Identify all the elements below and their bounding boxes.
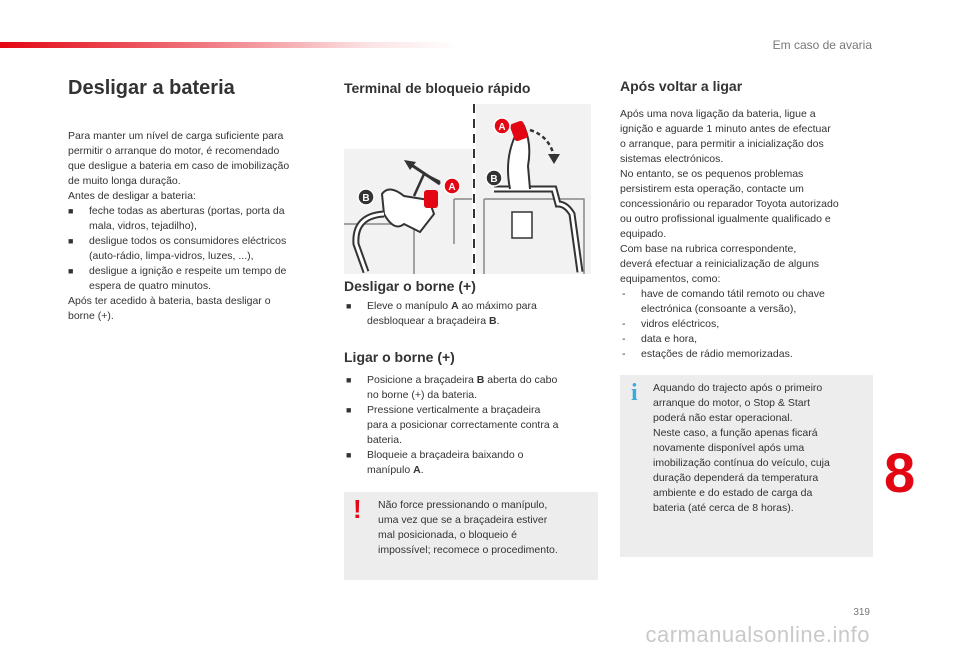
svg-text:B: B — [490, 174, 498, 185]
title-after-reconnect: Após voltar a ligar — [620, 78, 743, 94]
list-item: - data e hora, — [622, 333, 698, 345]
page-number: 319 — [853, 607, 870, 618]
title-disconnect-battery: Desligar a bateria — [68, 77, 235, 99]
svg-text:B: B — [362, 193, 370, 204]
bullet-icon: ■ — [346, 405, 352, 415]
col3-text: Após uma nova ligação da bateria, ligue a ignição e aguarde 1 minuto antes de efectuar o arranque, para permitir a inicialização dos sistemas electrónicos. No entanto, se os pequenos problemas persistirem esta operação, contacte um concessionário ou reparador Toyota autorizado ou outro profissional igualmente qualificado e equipado. Com base na rubrica correspondente, deverá efectuar a reinicialização de alguns equipamentos, como: - have de comando tátil remoto ou chave electrónica (consoante a versão), - vidros eléctricos, - data e hora, - estações de rádio memorizadas. — [620, 107, 880, 362]
bullet-icon: ■ — [68, 236, 74, 246]
warning-text: Não force pressionando o manípulo, uma vez que se a braçadeira estiver mal posicionada, o bloqueio é impossível; recomece o procedimento. — [378, 499, 558, 556]
watermark: carmanualsonline.info — [645, 622, 870, 647]
info-text: Aquando do trajecto após o primeiro arranque do motor, o Stop & Start poderá não estar operacional. Neste caso, a função apenas ficará novamente disponível após uma imobilização contínua do veículo, cuja duração dependerá da temperatura ambiente e do estado de carga da bateria (até cerca de 8 horas). — [653, 382, 830, 514]
section-title: Em caso de avaria — [772, 38, 872, 52]
svg-text:A: A — [498, 122, 506, 133]
bullet-icon: ■ — [346, 301, 352, 311]
bullet-icon: ■ — [68, 206, 74, 216]
list-item: - have de comando tátil remoto ou chave electrónica (consoante a versão), — [622, 288, 825, 315]
disconnect-steps — [346, 299, 596, 329]
bullet-icon: ■ — [346, 450, 352, 460]
list-item: ■ Bloqueie a braçadeira baixando o manípulo A. — [346, 449, 524, 476]
list-item: ■ desligue todos os consumidores eléctricos (auto-rádio, limpa-vidros, luzes, ...), — [68, 235, 287, 262]
list-item: ■ desligue a ignição e respeite um tempo de espera de quatro minutos. — [68, 265, 287, 292]
title-connect-terminal: Ligar o borne (+) — [344, 349, 455, 365]
list-item: ■ feche todas as aberturas (portas, porta da mala, vidros, tejadilho), — [68, 205, 285, 232]
bullet-icon: ■ — [346, 375, 352, 385]
title-quick-terminal: Terminal de bloqueio rápido — [344, 80, 531, 96]
list-item: - estações de rádio memorizadas. — [622, 348, 793, 360]
battery-terminal-illustration — [344, 104, 591, 274]
svg-text:A: A — [448, 182, 456, 193]
list-item: - vidros eléctricos, — [622, 318, 720, 330]
list-item: ■ Eleve o manípulo A ao máximo para desbloquear a braçadeira B. — [346, 300, 537, 327]
info-box — [620, 375, 873, 557]
chapter-number: 8 — [884, 441, 916, 504]
connect-steps — [346, 373, 596, 478]
title-disconnect-terminal: Desligar o borne (+) — [344, 278, 476, 294]
col1-text: Para manter um nível de carga suficiente para permitir o arranque do motor, é recomendado que desligue a bateria em caso de imobilização de muito longa duração. Antes de desligar a bateria: ■ feche todas as aberturas (portas, porta da mala, vidros, tejadilho), ■ desligue todos os consumidores eléctricos (auto-rádio, limpa-vidros, luzes, ...), ■ desligue a ignição e respeite um tempo de espera de quatro minutos. Após ter acedido à bateria, basta desligar o borne (+). — [68, 129, 338, 324]
list-item: ■ Pressione verticalmente a braçadeira para a posicionar correctamente contra a bateria. — [346, 404, 559, 446]
warning-box — [344, 492, 598, 580]
header-accent-bar — [0, 42, 460, 48]
list-item: ■ Posicione a braçadeira B aberta do cabo no borne (+) da bateria. — [346, 374, 558, 401]
exclamation-icon: ! — [353, 494, 362, 524]
info-icon: i — [631, 380, 638, 406]
bullet-icon: ■ — [68, 266, 74, 276]
